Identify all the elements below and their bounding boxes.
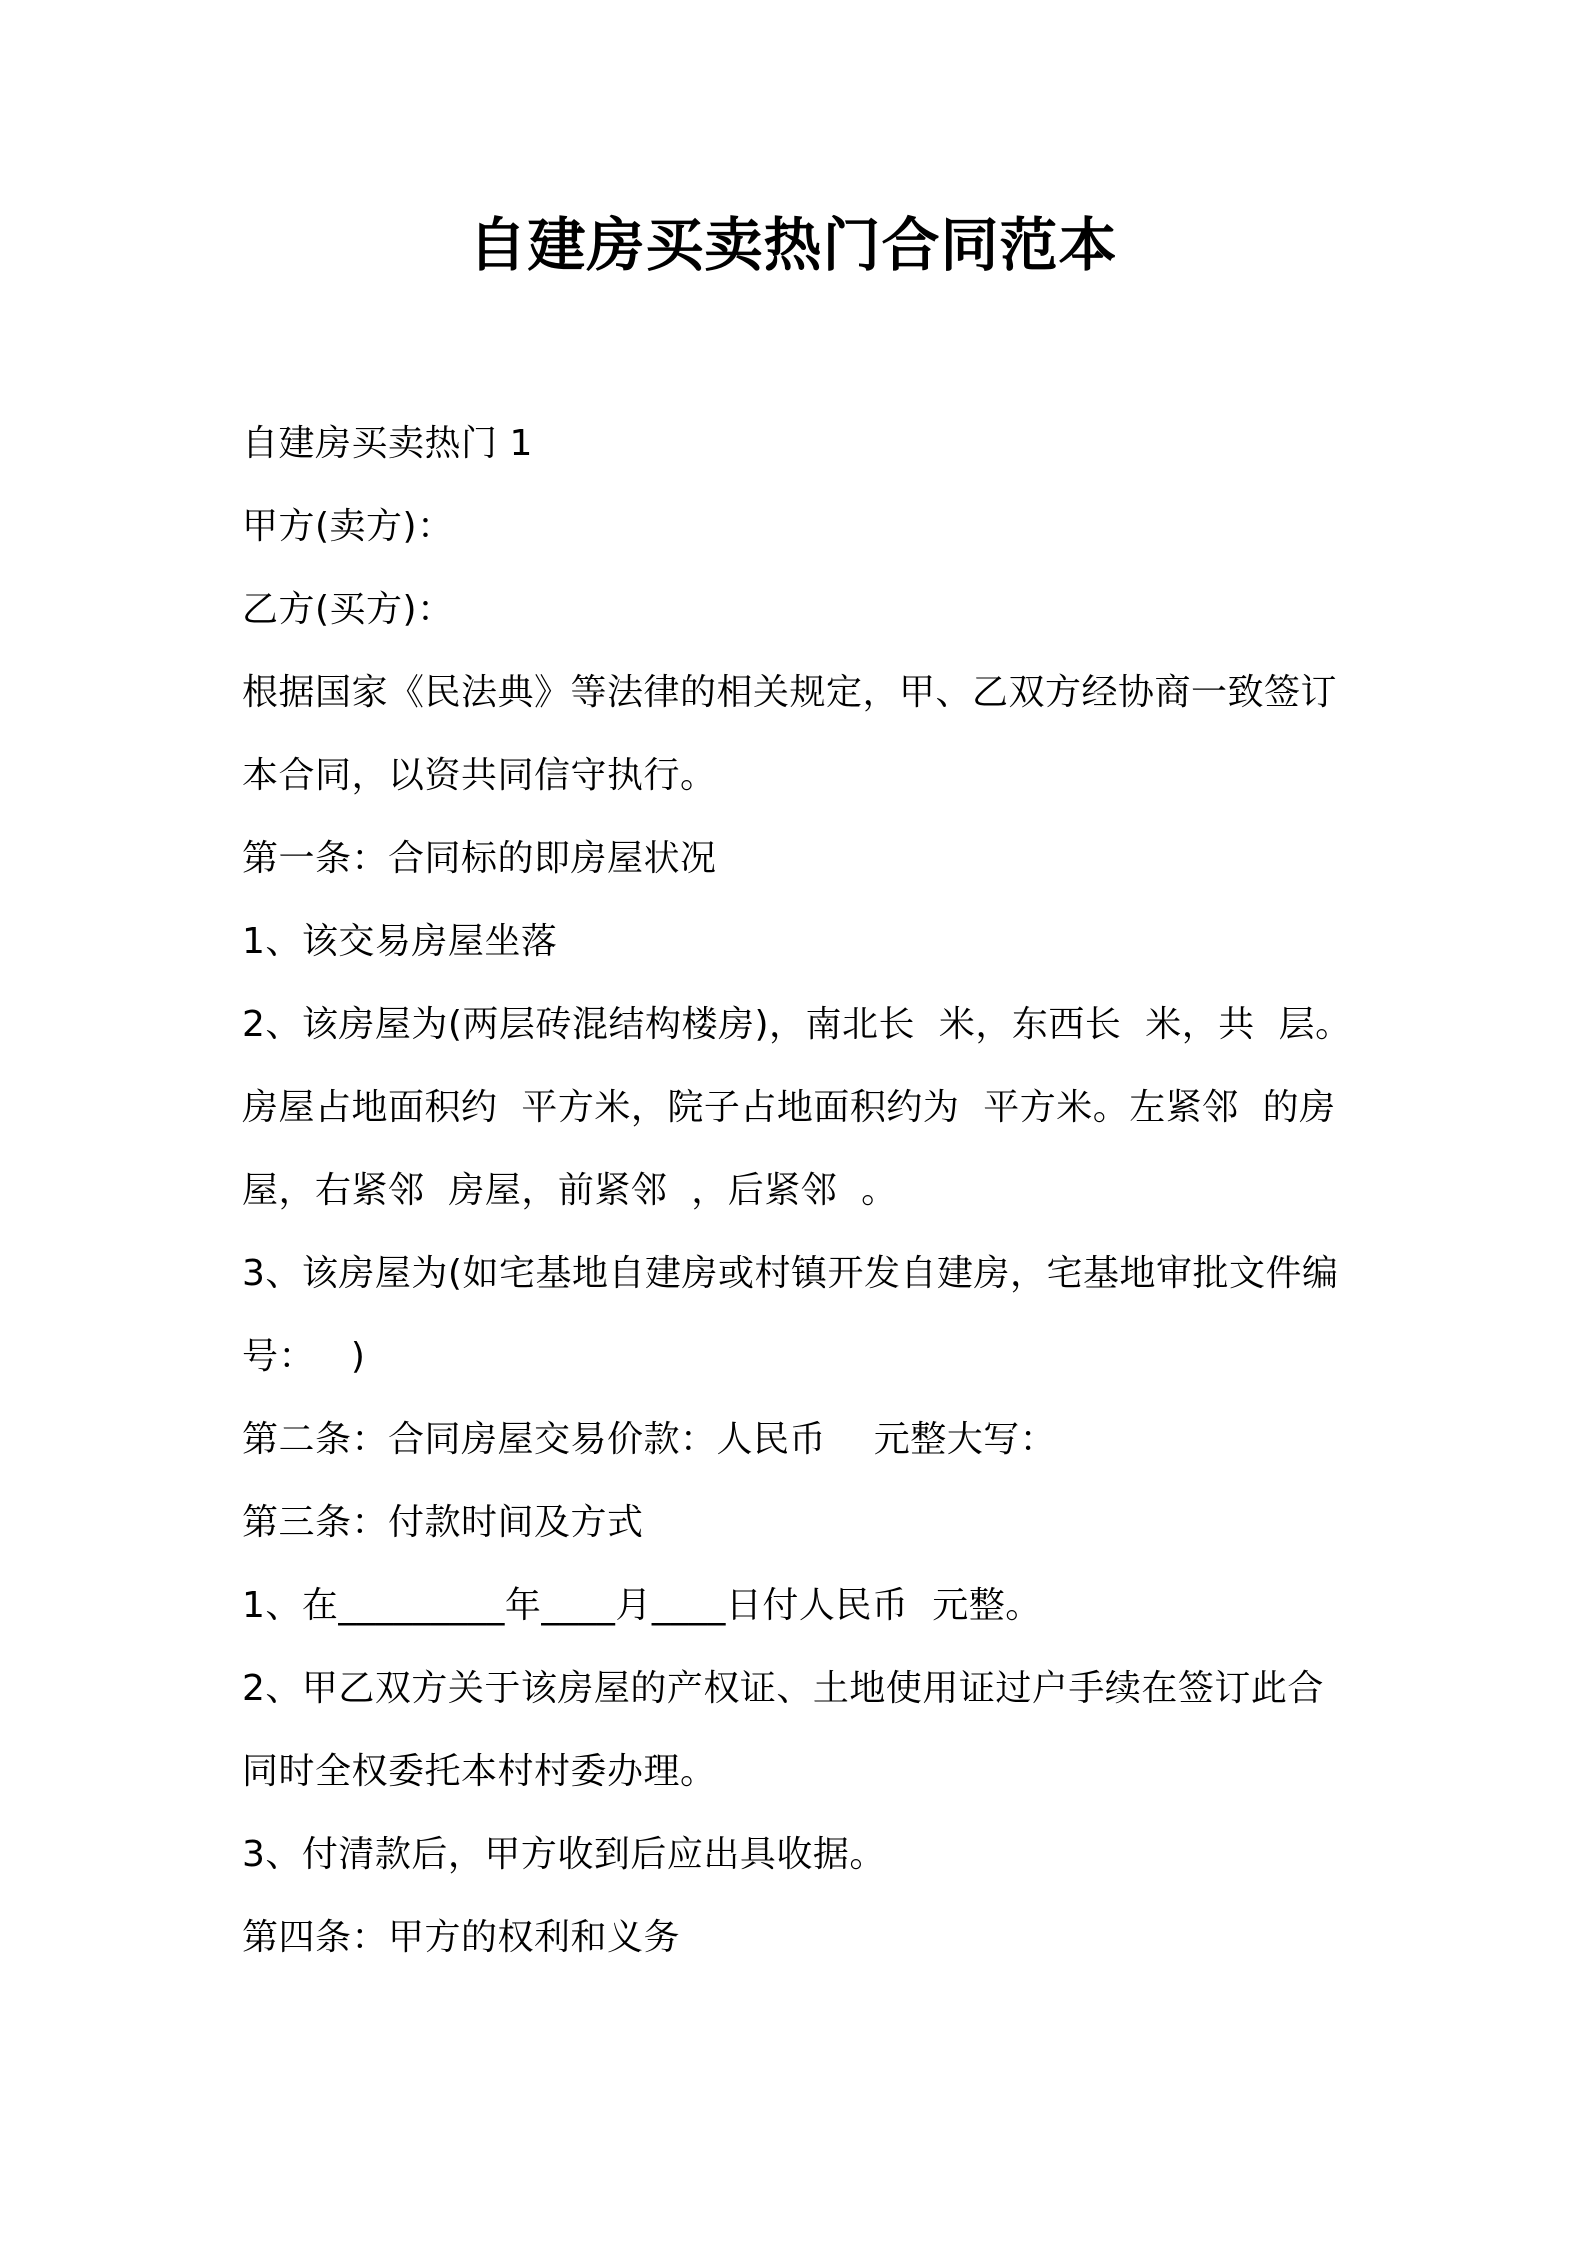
paragraph-line: 本合同，以资共同信守执行。 [242,755,717,796]
clause-line: 号： ) [242,1336,366,1377]
document-title: 自建房买卖热门合同范本 [468,211,1118,279]
clause-line: 2、该房屋为(两层砖混结构楼房)，南北长 米，东西长 米，共 层。 [242,1004,1352,1045]
section-heading: 自建房买卖热门 1 [242,423,533,464]
article-heading: 第二条：合同房屋交易价款：人民币 元整大写： [242,1419,1057,1460]
clause-line: 1、在_________年____月____日付人民币 元整。 [242,1585,1042,1626]
party-a-line: 甲方(卖方)： [242,506,454,547]
clause-line: 1、该交易房屋坐落 [242,921,558,962]
article-heading: 第三条：付款时间及方式 [242,1502,644,1543]
clause-line: 房屋占地面积约 平方米，院子占地面积约为 平方米。左紧邻 的房 [242,1087,1336,1128]
document-body [242,402,1362,1979]
clause-line: 3、付清款后，甲方收到后应出具收据。 [242,1834,886,1875]
clause-line: 同时全权委托本村村委办理。 [242,1751,717,1792]
party-b-line: 乙方(买方)： [242,589,454,630]
paragraph-line: 根据国家《民法典》等法律的相关规定，甲、乙双方经协商一致签订 [242,672,1338,713]
clause-line: 3、该房屋为(如宅基地自建房或村镇开发自建房，宅基地审批文件编 [242,1253,1339,1294]
article-heading: 第一条：合同标的即房屋状况 [242,838,717,879]
clause-line: 屋，右紧邻 房屋，前紧邻 ，后紧邻 。 [242,1170,898,1211]
clause-line: 2、甲乙双方关于该房屋的产权证、土地使用证过户手续在签订此合 [242,1668,1324,1709]
article-heading: 第四条：甲方的权利和义务 [242,1917,681,1958]
